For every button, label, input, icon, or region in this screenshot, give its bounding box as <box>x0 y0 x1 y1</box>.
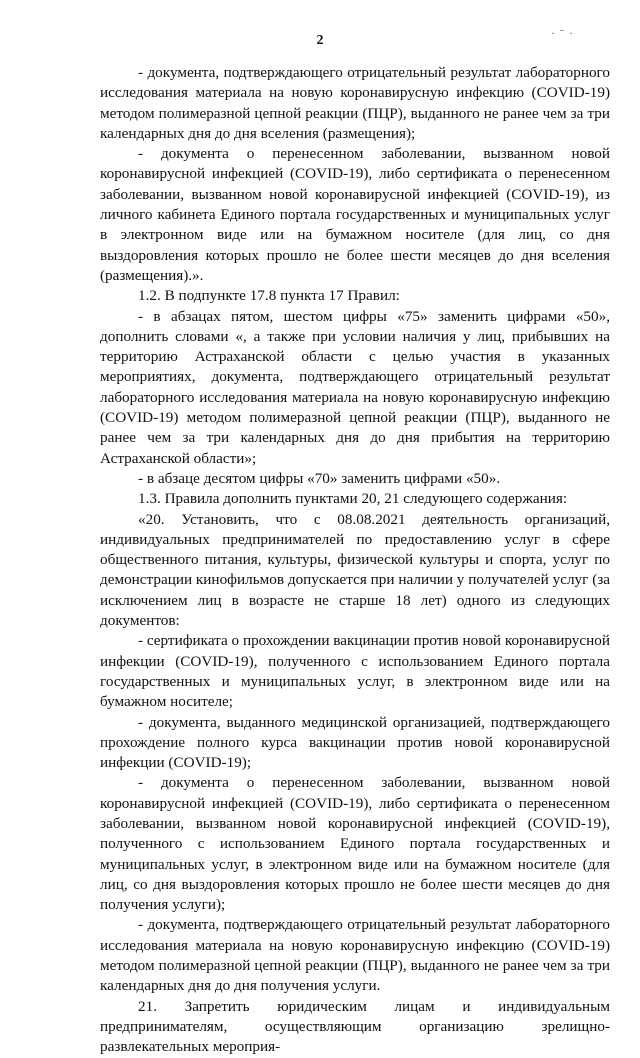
paragraph-recovered-document: - документа о перенесенном заболевании, вызванном новой коронавирусной инфекцией (COVID-19), либо сертификата о перенесенном заболевании, вызванном новой коронавирусной инфекцией (COVID-19), из личного кабинета Единого портала государственных и муниципальных услуг в электронном виде или на бумажном носителе (для лиц, со дня выздоровления которых прошло не более шести месяцев до дня вселения (размещения).». <box>100 145 610 284</box>
paragraph-medical-document: - документа, выданного медицинской организацией, подтверждающего прохождение полного курса вакцинации против новой коронавирусной инфекции (COVID-19); <box>100 713 610 772</box>
page-number: 2 <box>316 33 324 48</box>
paragraph-pcr-test: - документа, подтверждающего отрицательный результат лабораторного исследования материала на новую коронавирусную инфекцию (COVID-19) методом полимеразной цепной реакции (ПЦР), выданного не ранее чем за три календарных дня до дня получения услуги. <box>100 916 610 995</box>
document-body <box>100 63 610 1058</box>
paragraph-clause-20: «20. Установить, что с 08.08.2021 деятельность организаций, индивидуальных предпринимателей по предоставлению услуг в сфере общественного питания, культуры, физической культуры и спорта, услуг по демонстрации кинофильмов допускается при наличии у получателей услуг (за исключением лиц в возрасте не старше 18 лет) одного из следующих документов: <box>100 510 610 630</box>
paragraph-vaccination-certificate: - сертификата о прохождении вакцинации против новой коронавирусной инфекции (COVID-19), полученного с использованием Единого портала государственных и муниципальных услуг, в электронном виде или на бумажном носителе; <box>100 632 610 711</box>
paragraph-amend-75-to-50: - в абзацах пятом, шестом цифры «75» заменить цифрами «50», дополнить словами «, а также при условии наличия у лиц, прибывших на территорию Астраханской области с целью участия в указанных мероприятиях, документа, подтверждающего отрицательный результат лабораторного исследования материала на новую коронавирусную инфекцию (COVID-19) методом полимеразной цепной реакции (ПЦР), выданного не ранее чем за три календарных дня до дня прибытия на территорию Астраханской области»; <box>100 307 610 467</box>
paragraph-amend-70-to-50: - в абзаце десятом цифры «70» заменить цифрами «50». <box>138 469 501 487</box>
paragraph-section-1-2: 1.2. В подпункте 17.8 пункта 17 Правил: <box>138 287 400 305</box>
paragraph-recovery-certificate: - документа о перенесенном заболевании, вызванном новой коронавирусной инфекцией (COVID-19), либо сертификата о перенесенном заболевании, вызванном новой коронавирусной инфекцией (COVID-19), полученного с использованием Единого портала государственных и муниципальных услуг, в электронном виде или на бумажном носителе (для лиц, со дня выздоровления которых прошло не более шести месяцев до дня получения услуги); <box>100 774 610 914</box>
paragraph-pcr-document: - документа, подтверждающего отрицательный результат лабораторного исследования материала на новую коронавирусную инфекцию (COVID-19) методом полимеразной цепной реакции (ПЦР), выданного не ранее чем за три календарных дня до дня вселения (размещения); <box>100 64 610 142</box>
paragraph-clause-21: 21. Запретить юридическим лицам и индивидуальным предпринимателям, осуществляющим организацию зрелищно-развлекательных мероприя- <box>100 997 610 1056</box>
paragraph-section-1-3: 1.3. Правила дополнить пунктами 20, 21 следующего содержания: <box>138 490 568 508</box>
scan-mark: · ˉ · <box>551 26 574 40</box>
